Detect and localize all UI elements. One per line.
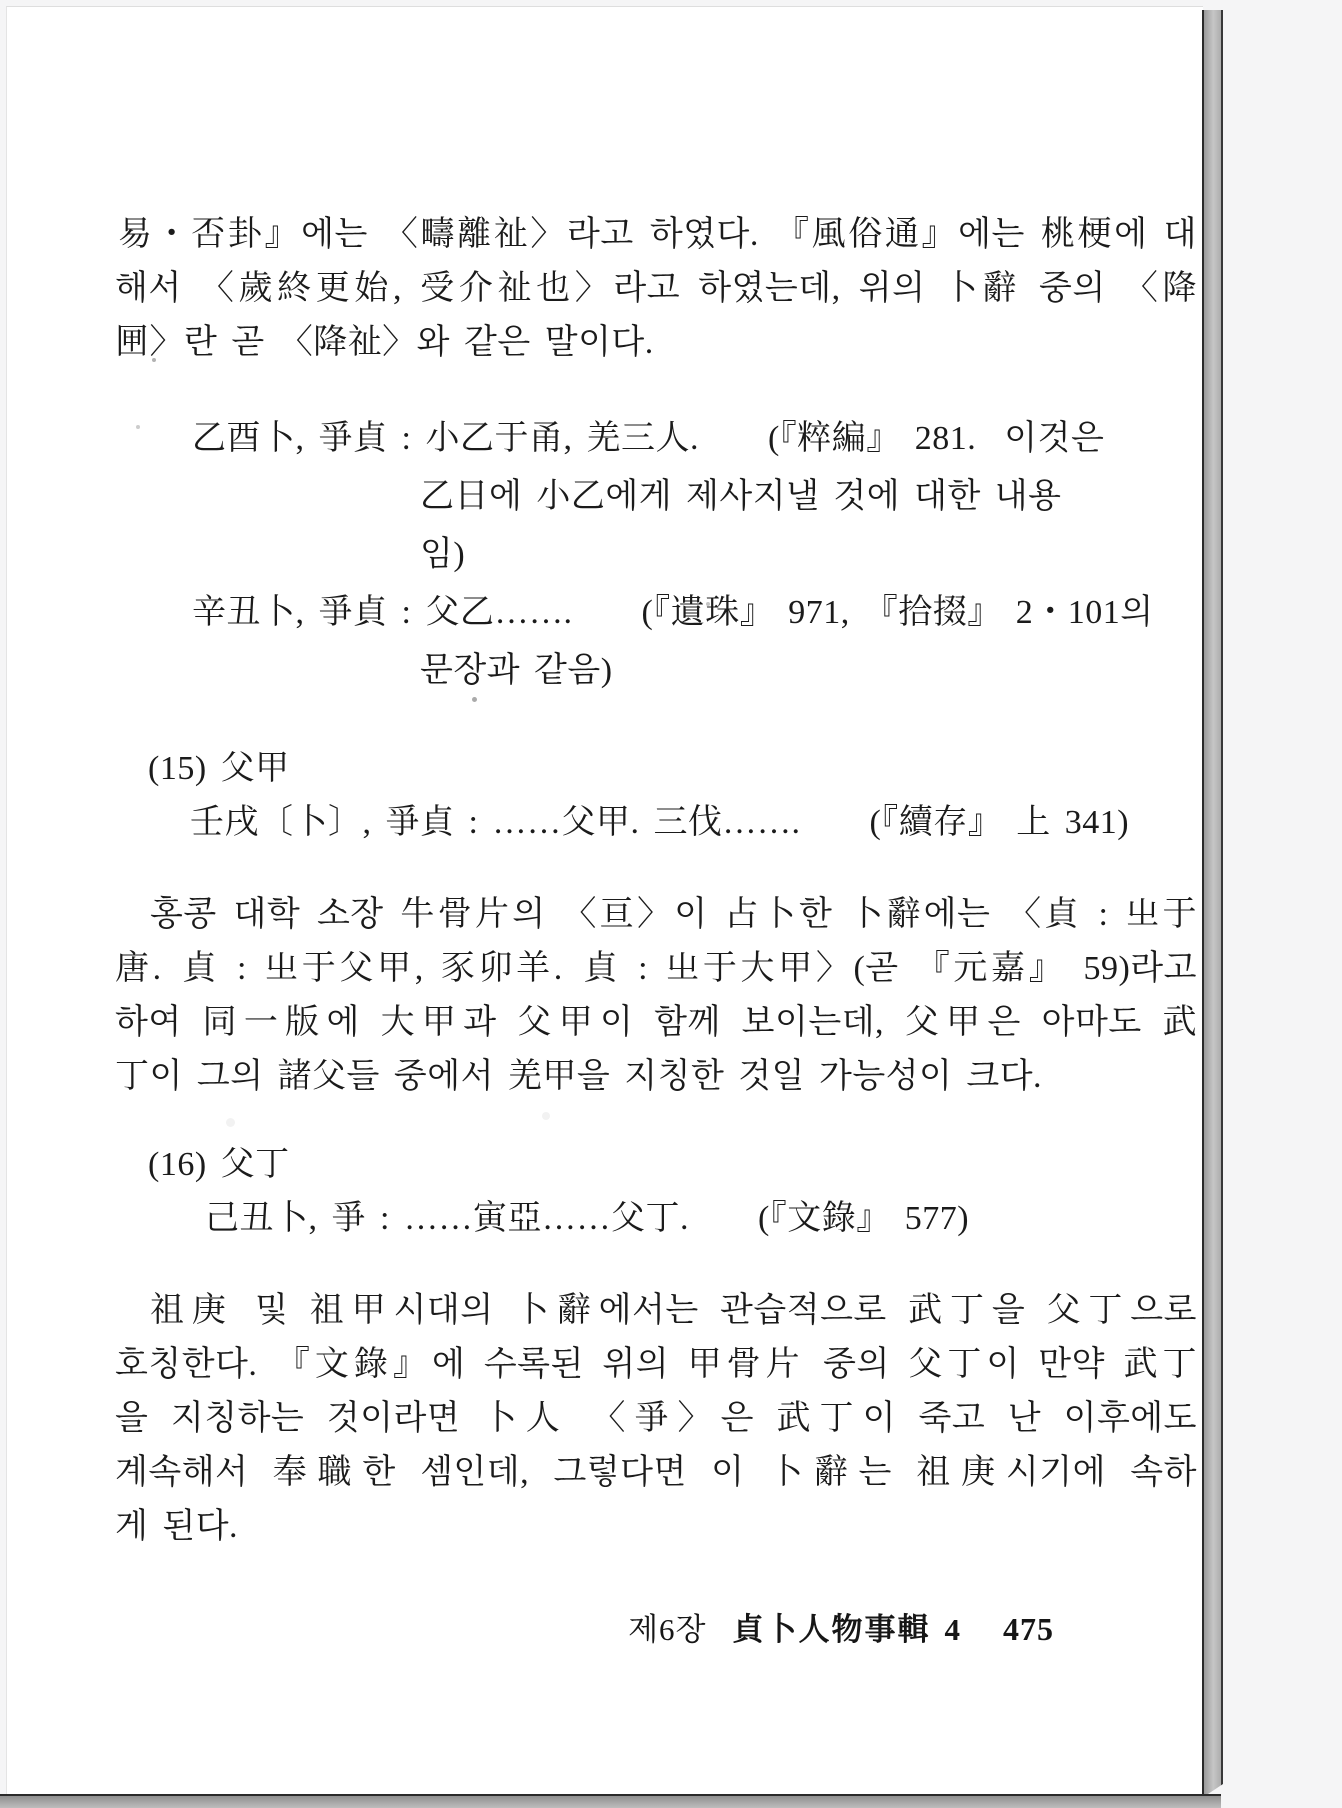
footer-chapter-label: 제6장	[628, 1612, 707, 1647]
quote3-line1: 壬戌〔卜〕, 爭貞 : ……父甲. 三伐……. (『續存』 上 341)	[190, 804, 1130, 841]
footer-book-title: 貞卜人物事輯	[732, 1612, 931, 1647]
quote2-line2: 문장과 같음)	[420, 652, 613, 689]
paragraph3-line2: 호칭한다. 『文錄』에 수록된 위의 甲骨片 중의 父丁이 만약 武丁	[115, 1346, 1197, 1383]
scan-speck	[226, 1118, 235, 1127]
quote1-line2: 乙日에 小乙에게 제사지낼 것에 대한 내용	[420, 478, 1062, 515]
paragraph2-line3: 하여 同一版에 大甲과 父甲이 함께 보이는데, 父甲은 아마도 武	[115, 1004, 1197, 1041]
paragraph1-line3: 㘡〉란 곧 〈降祉〉와 같은 말이다.	[115, 324, 654, 361]
paragraph1-line1: 易・否卦』에는 〈疇離祉〉라고 하였다. 『風俗通』에는 桃梗에 대	[118, 216, 1197, 253]
scan-speck	[542, 1112, 550, 1120]
paragraph2-line1: 홍콩 대학 소장 牛骨片의 〈亘〉이 占卜한 卜辭에는 〈貞 : 㞢于	[150, 896, 1197, 933]
scan-speck	[706, 602, 710, 606]
paragraph2-line2: 唐. 貞 : 㞢于父甲, 豕卯羊. 貞 : 㞢于大甲〉(곧 『元嘉』 59)라고	[115, 950, 1197, 987]
paragraph3-line4: 계속해서 奉職한 셈인데, 그렇다면 이 卜辭는 祖庚시기에 속하	[115, 1454, 1197, 1491]
quote2-line1: 辛丑卜, 爭貞 : 父乙……. (『遺珠』 971, 『拾掇』 2・101의	[192, 594, 1154, 631]
paragraph3-line3: 을 지칭하는 것이라면 卜人 〈爭〉은 武丁이 죽고 난 이후에도	[115, 1400, 1197, 1437]
page-footer	[628, 1604, 1054, 1649]
footer-volume-number: 4	[944, 1612, 961, 1647]
section-heading-15: (15) 父甲	[148, 750, 290, 787]
scan-speck	[152, 358, 156, 362]
section-heading-16: (16) 父丁	[148, 1146, 290, 1183]
scan-speck	[472, 697, 477, 702]
paragraph2-line4: 丁이 그의 諸父들 중에서 羌甲을 지칭한 것일 가능성이 크다.	[115, 1058, 1043, 1095]
scan-speck	[136, 425, 140, 429]
footer-page-number: 475	[1003, 1611, 1054, 1647]
paragraph1-line2: 해서 〈歲終更始, 受介祉也〉라고 하였는데, 위의 卜辭 중의 〈降	[115, 270, 1197, 307]
quote1-line1: 乙酉卜, 爭貞 : 小乙于甬, 羌三人. (『粹編』 281. 이것은	[192, 420, 1105, 457]
quote4-line1: 己丑卜, 爭 : ……寅亞……父丁. (『文錄』 577)	[205, 1200, 970, 1237]
paragraph3-line1: 祖庚 및 祖甲시대의 卜辭에서는 관습적으로 武丁을 父丁으로	[150, 1292, 1197, 1329]
quote1-line3: 임)	[420, 536, 466, 573]
paragraph3-line5: 게 된다.	[115, 1508, 239, 1545]
